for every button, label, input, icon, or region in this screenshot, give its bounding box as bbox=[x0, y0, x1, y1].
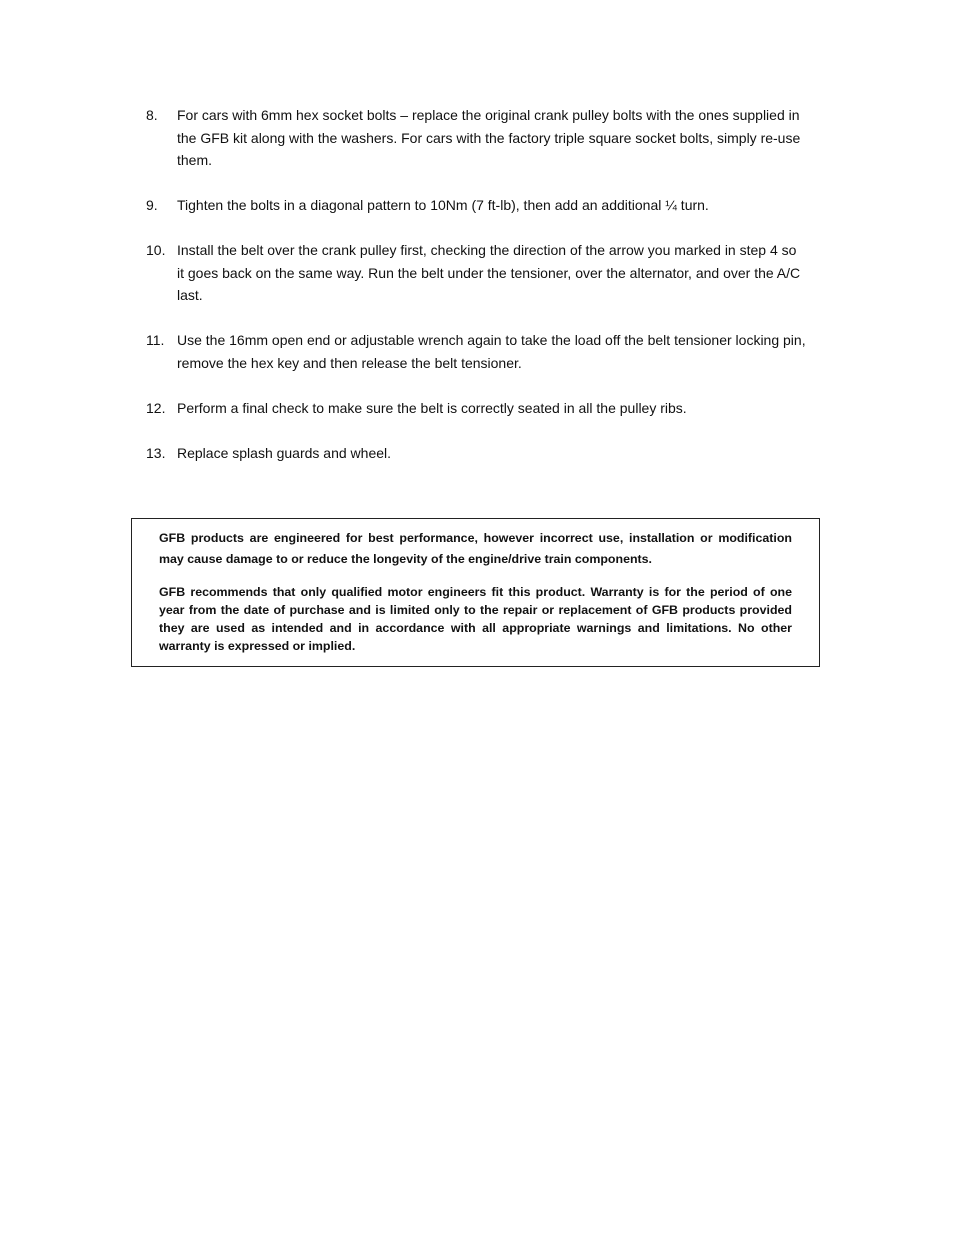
step-text: Use the 16mm open end or adjustable wrench again to take the load off the belt tensioner locking pin, remove the hex key and then release the belt tensioner. bbox=[177, 332, 806, 371]
step-number: 13. bbox=[146, 444, 166, 461]
step-number: 11. bbox=[146, 332, 165, 348]
step-number: 8. bbox=[146, 107, 158, 123]
step-10 bbox=[146, 239, 806, 307]
disclaimer-paragraph: GFB products are engineered for best performance, however incorrect use, installation or modification may cause damage to or reduce the longevity of the engine/drive train components. bbox=[159, 531, 792, 566]
step-number: 9. bbox=[146, 197, 158, 213]
step-text: Perform a final check to make sure the belt is correctly seated in all the pulley ribs. bbox=[177, 399, 687, 416]
step-13 bbox=[146, 442, 806, 465]
step-text: Tighten the bolts in a diagonal pattern to 10Nm (7 ft-lb), then add an additional ¼ turn. bbox=[177, 197, 709, 213]
step-text: For cars with 6mm hex socket bolts – replace the original crank pulley bolts with the ones supplied in the GFB kit along with the washers. For cars with the factory triple square socket bolts, simply re-use them. bbox=[177, 107, 801, 168]
step-number: 10. bbox=[146, 242, 166, 258]
step-text: Install the belt over the crank pulley first, checking the direction of the arrow you marked in step 4 so it goes back on the same way. Run the belt under the tensioner, over the alternator, and over the A/C last. bbox=[177, 242, 801, 303]
step-text: Replace splash guards and wheel. bbox=[177, 444, 392, 461]
step-9 bbox=[146, 194, 806, 217]
step-number: 12. bbox=[146, 399, 166, 416]
step-12 bbox=[146, 397, 806, 420]
installation-steps-list bbox=[146, 104, 806, 487]
step-11 bbox=[146, 329, 806, 374]
step-8 bbox=[146, 104, 806, 172]
warranty-notice-box bbox=[131, 518, 820, 667]
warranty-paragraph: GFB recommends that only qualified motor engineers fit this product. Warranty is for the period of one year from the date of purchase and is limited only to the repair or replacement of GFB products provided they are used as intended and in accordance with all appropriate warnings and limitations. No other warranty is expressed or implied. bbox=[159, 585, 792, 653]
